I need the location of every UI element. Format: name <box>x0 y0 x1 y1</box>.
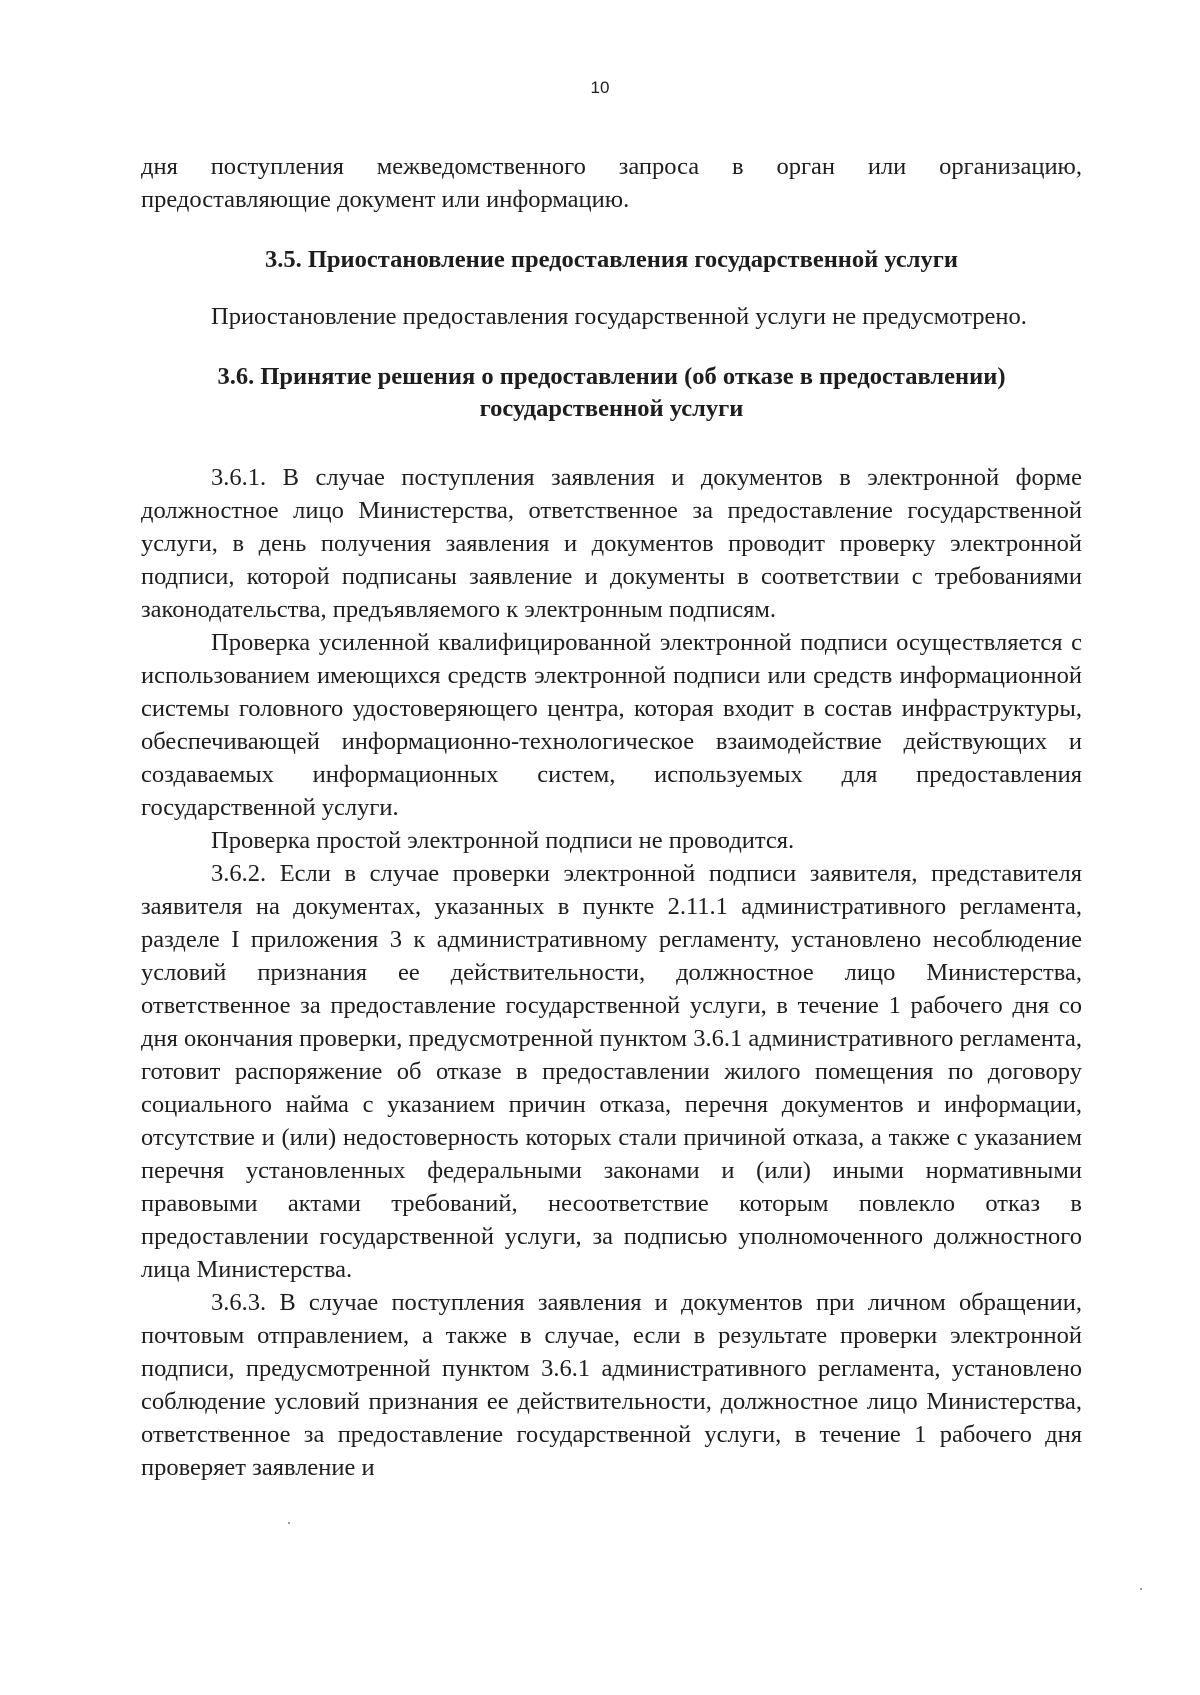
paragraph-3-6-2: 3.6.2. Если в случае проверки электронной подписи заявителя, представителя заявителя на документах, указанных в пункте 2.11.1 административного регламента, разделе I приложения 3 к административному регламенту, установлено несоблюдение условий признания ее действительности, должностное лицо Министерства, ответственное за предоставление государственной услуги, в течение 1 рабочего дня со дня окончания проверки, предусмотренной пунктом 3.6.1 административного регламента, готовит распоряжение об отказе в предоставлении жилого помещения по договору социального найма с указанием причин отказа, перечня документов и информации, отсутствие и (или) недостоверность которых стали причиной отказа, а также с указанием перечня установленных федеральными законами и (или) иными нормативными правовыми актами требований, несоответствие которым повлекло отказ в предоставлении государственной услуги, за подписью уполномоченного должностного лица Министерства. <box>141 860 1082 1283</box>
paragraph-qualified-signature-check: Проверка усиленной квалифицированной электронной подписи осуществляется с использованием имеющихся средств электронной подписи или средств информационной системы головного удостоверяющего центра, которая входит в состав инфраструктуры, обеспечивающей информационно-технологическое взаимодействие действующих и создаваемых информационных систем, используемых для предоставления государственной услуги. <box>141 629 1082 821</box>
paragraph-3-5: Приостановление предоставления государственной услуги не предусмотрено. <box>211 303 1027 330</box>
paragraph-simple-signature-check: Проверка простой электронной подписи не проводится. <box>211 827 795 854</box>
paragraph-continuation: дня поступления межведомственного запроса в орган или организацию, предоставляющие документ или информацию. <box>141 153 1082 213</box>
scan-artifact-mark <box>1140 1588 1142 1590</box>
paragraph-3-6-1: 3.6.1. В случае поступления заявления и документов в электронной форме должностное лицо Министерства, ответственное за предоставление государственной услуги, в день получения заявления и документов проводит проверку электронной подписи, которой подписаны заявление и документы в соответствии с требованиями законодательства, предъявляемого к электронным подписям. <box>141 464 1082 623</box>
section-heading-3-6-line1: 3.6. Принятие решения о предоставлении (об отказе в предоставлении) <box>217 363 1006 390</box>
paragraph-3-6-3: 3.6.3. В случае поступления заявления и документов при личном обращении, почтовым отправлением, а также в случае, если в результате проверки электронной подписи, предусмотренной пунктом 3.6.1 административного регламента, установлено соблюдение условий признания ее действительности, должностное лицо Министерства, ответственное за предоставление государственной услуги, в течение 1 рабочего дня проверяет заявление и <box>141 1289 1082 1481</box>
page-number: 10 <box>590 78 610 97</box>
scan-artifact-mark <box>288 1522 290 1524</box>
section-heading-3-6 <box>141 361 1082 425</box>
document-body <box>141 150 1082 1484</box>
section-heading-3-6-line2: государственной услуги <box>479 395 744 422</box>
section-heading-3-5: 3.5. Приостановление предоставления государственной услуги <box>264 246 959 273</box>
